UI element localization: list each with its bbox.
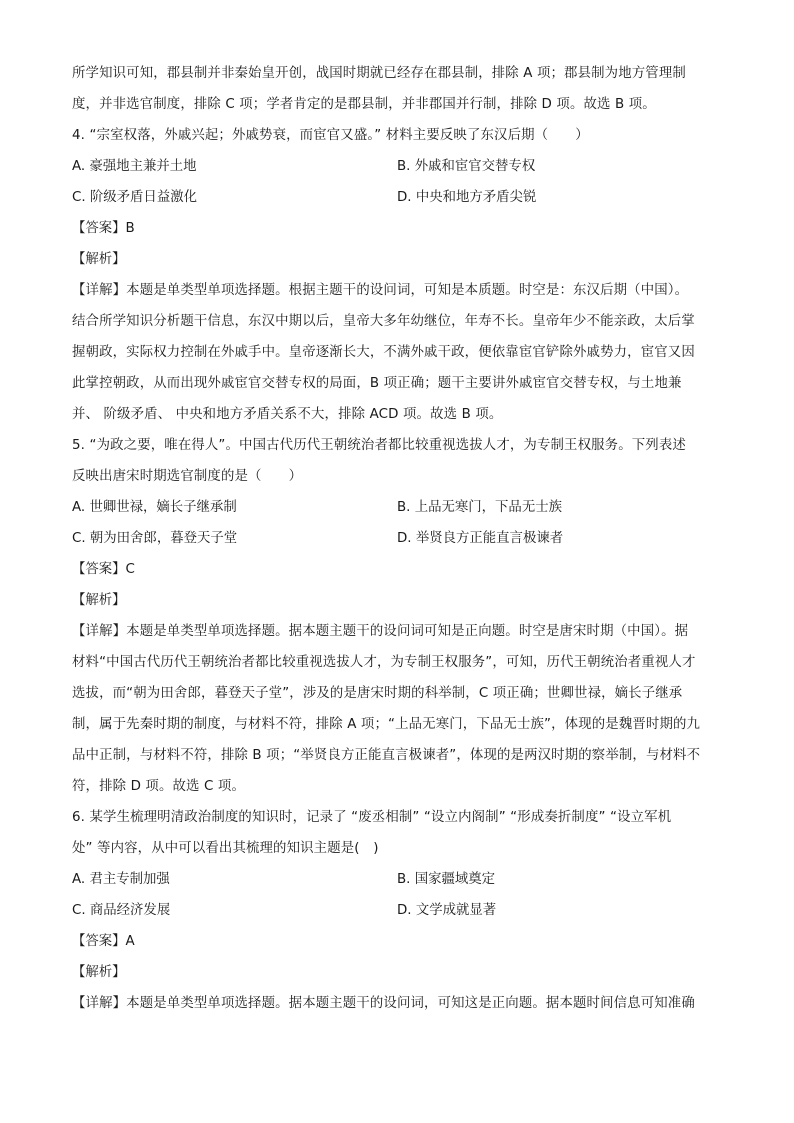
analysis-label: 【解析】: [72, 593, 126, 608]
option-a: A. 世卿世禄，嫡长子继承制: [72, 500, 237, 515]
answer-label: 【答案】A: [72, 934, 135, 949]
answer-label: 【答案】B: [72, 221, 135, 236]
analysis-label: 【解析】: [72, 965, 126, 980]
text-line: 并、 阶级矛盾、 中央和地方矛盾关系不大，排除 ACD 项。故选 B 项。: [72, 407, 503, 422]
text-line: 【详解】本题是单类型单项选择题。根据主题干的设问词，可知是本质题。时空是：东汉后期（中国）。: [72, 283, 689, 298]
text-line: 选拔，而“朝为田舍郎，暮登天子堂”，涉及的是唐宋时期的科举制，C 项正确；世卿世禄，嫡长子继承: [72, 686, 683, 701]
intro-explanation: [72, 58, 722, 120]
option-c: C. 阶级矛盾日益激化: [72, 190, 197, 205]
option-b: B. 上品无寒门，下品无士族: [397, 500, 562, 515]
text-line: 握朝政，实际权力控制在外戚手中。皇帝逐渐长大，不满外戚干政，便依靠宦官铲除外戚势力，宦官又因: [72, 345, 695, 360]
detail-explanation: [72, 275, 722, 430]
text-line: 制，属于先秦时期的制度，与材料不符，排除 A 项；“上品无寒门，下品无士族”，体现的是魏晋时期的九: [72, 717, 701, 732]
text-line: 【详解】本题是单类型单项选择题。据本题主题干的设问词，可知这是正向题。据本题时间信息可知准确: [72, 996, 695, 1011]
option-row: [72, 523, 722, 554]
option-row: [72, 151, 722, 182]
question-stem: 反映出唐宋时期选官制度的是（ ）: [72, 469, 303, 484]
option-row: [72, 895, 722, 926]
option-row: [72, 182, 722, 213]
question-4: [72, 120, 722, 430]
option-d: D. 中央和地方矛盾尖锐: [397, 190, 537, 205]
option-d: D. 举贤良方正能直言极谏者: [397, 531, 564, 546]
option-b: B. 外戚和宦官交替专权: [397, 159, 536, 174]
text-line: 【详解】本题是单类型单项选择题。据本题主题干的设问词可知是正向题。时空是唐宋时期（中国）。据: [72, 624, 689, 639]
detail-explanation: [72, 988, 722, 1019]
text-line: 材料“中国古代历代王朝统治者都比较重视选拔人才，为专制王权服务”，可知，历代王朝统治者重视人才: [72, 655, 696, 670]
text-line: 结合所学知识分析题干信息，东汉中期以后，皇帝大多年幼继位，年寿不长。皇帝年少不能亲政，太后掌: [72, 314, 695, 329]
detail-explanation: [72, 616, 722, 802]
question-stem: 6. 某学生梳理明清政治制度的知识时，记录了 “废丞相制” “设立内阁制” “形成奏折制度” “设立军机: [72, 810, 672, 825]
analysis-label: 【解析】: [72, 252, 126, 267]
option-d: D. 文学成就显著: [397, 903, 497, 918]
question-stem: 处” 等内容，从中可以看出其梳理的知识主题是( ): [72, 841, 379, 856]
question-stem: 5. “为政之要，唯在得人”。中国古代历代王朝统治者都比较重视选拔人才，为专制王权服务。下列表述: [72, 438, 686, 453]
text-line: 所学知识可知，郡县制并非秦始皇开创，战国时期就已经存在郡县制，排除 A 项；郡县制为地方管理制: [72, 66, 686, 81]
option-b: B. 国家疆域奠定: [397, 872, 496, 887]
question-6: [72, 802, 722, 1019]
answer-label: 【答案】C: [72, 562, 135, 577]
option-a: A. 君主专制加强: [72, 872, 170, 887]
text-line: 品中正制，与材料不符，排除 B 项；“举贤良方正能直言极谏者”，体现的是两汉时期的察举制，与材料不: [72, 748, 701, 763]
document-page: [72, 58, 722, 1019]
text-line: 度，并非选官制度，排除 C 项；学者肯定的是郡县制，并非郡国并行制，排除 D 项。故选 B 项。: [72, 97, 656, 112]
option-row: [72, 492, 722, 523]
option-c: C. 朝为田舍郎，暮登天子堂: [72, 531, 238, 546]
option-row: [72, 864, 722, 895]
text-line: 此掌控朝政，从而出现外戚宦官交替专权的局面，B 项正确；题干主要讲外戚宦官交替专权，与土地兼: [72, 376, 682, 391]
question-stem: 4. “宗室权落，外戚兴起；外戚势衰，而宦官又盛。” 材料主要反映了东汉后期（ ）: [72, 128, 589, 143]
question-5: [72, 430, 722, 802]
text-line: 符，排除 D 项。故选 C 项。: [72, 779, 245, 794]
option-c: C. 商品经济发展: [72, 903, 171, 918]
option-a: A. 豪强地主兼并土地: [72, 159, 197, 174]
